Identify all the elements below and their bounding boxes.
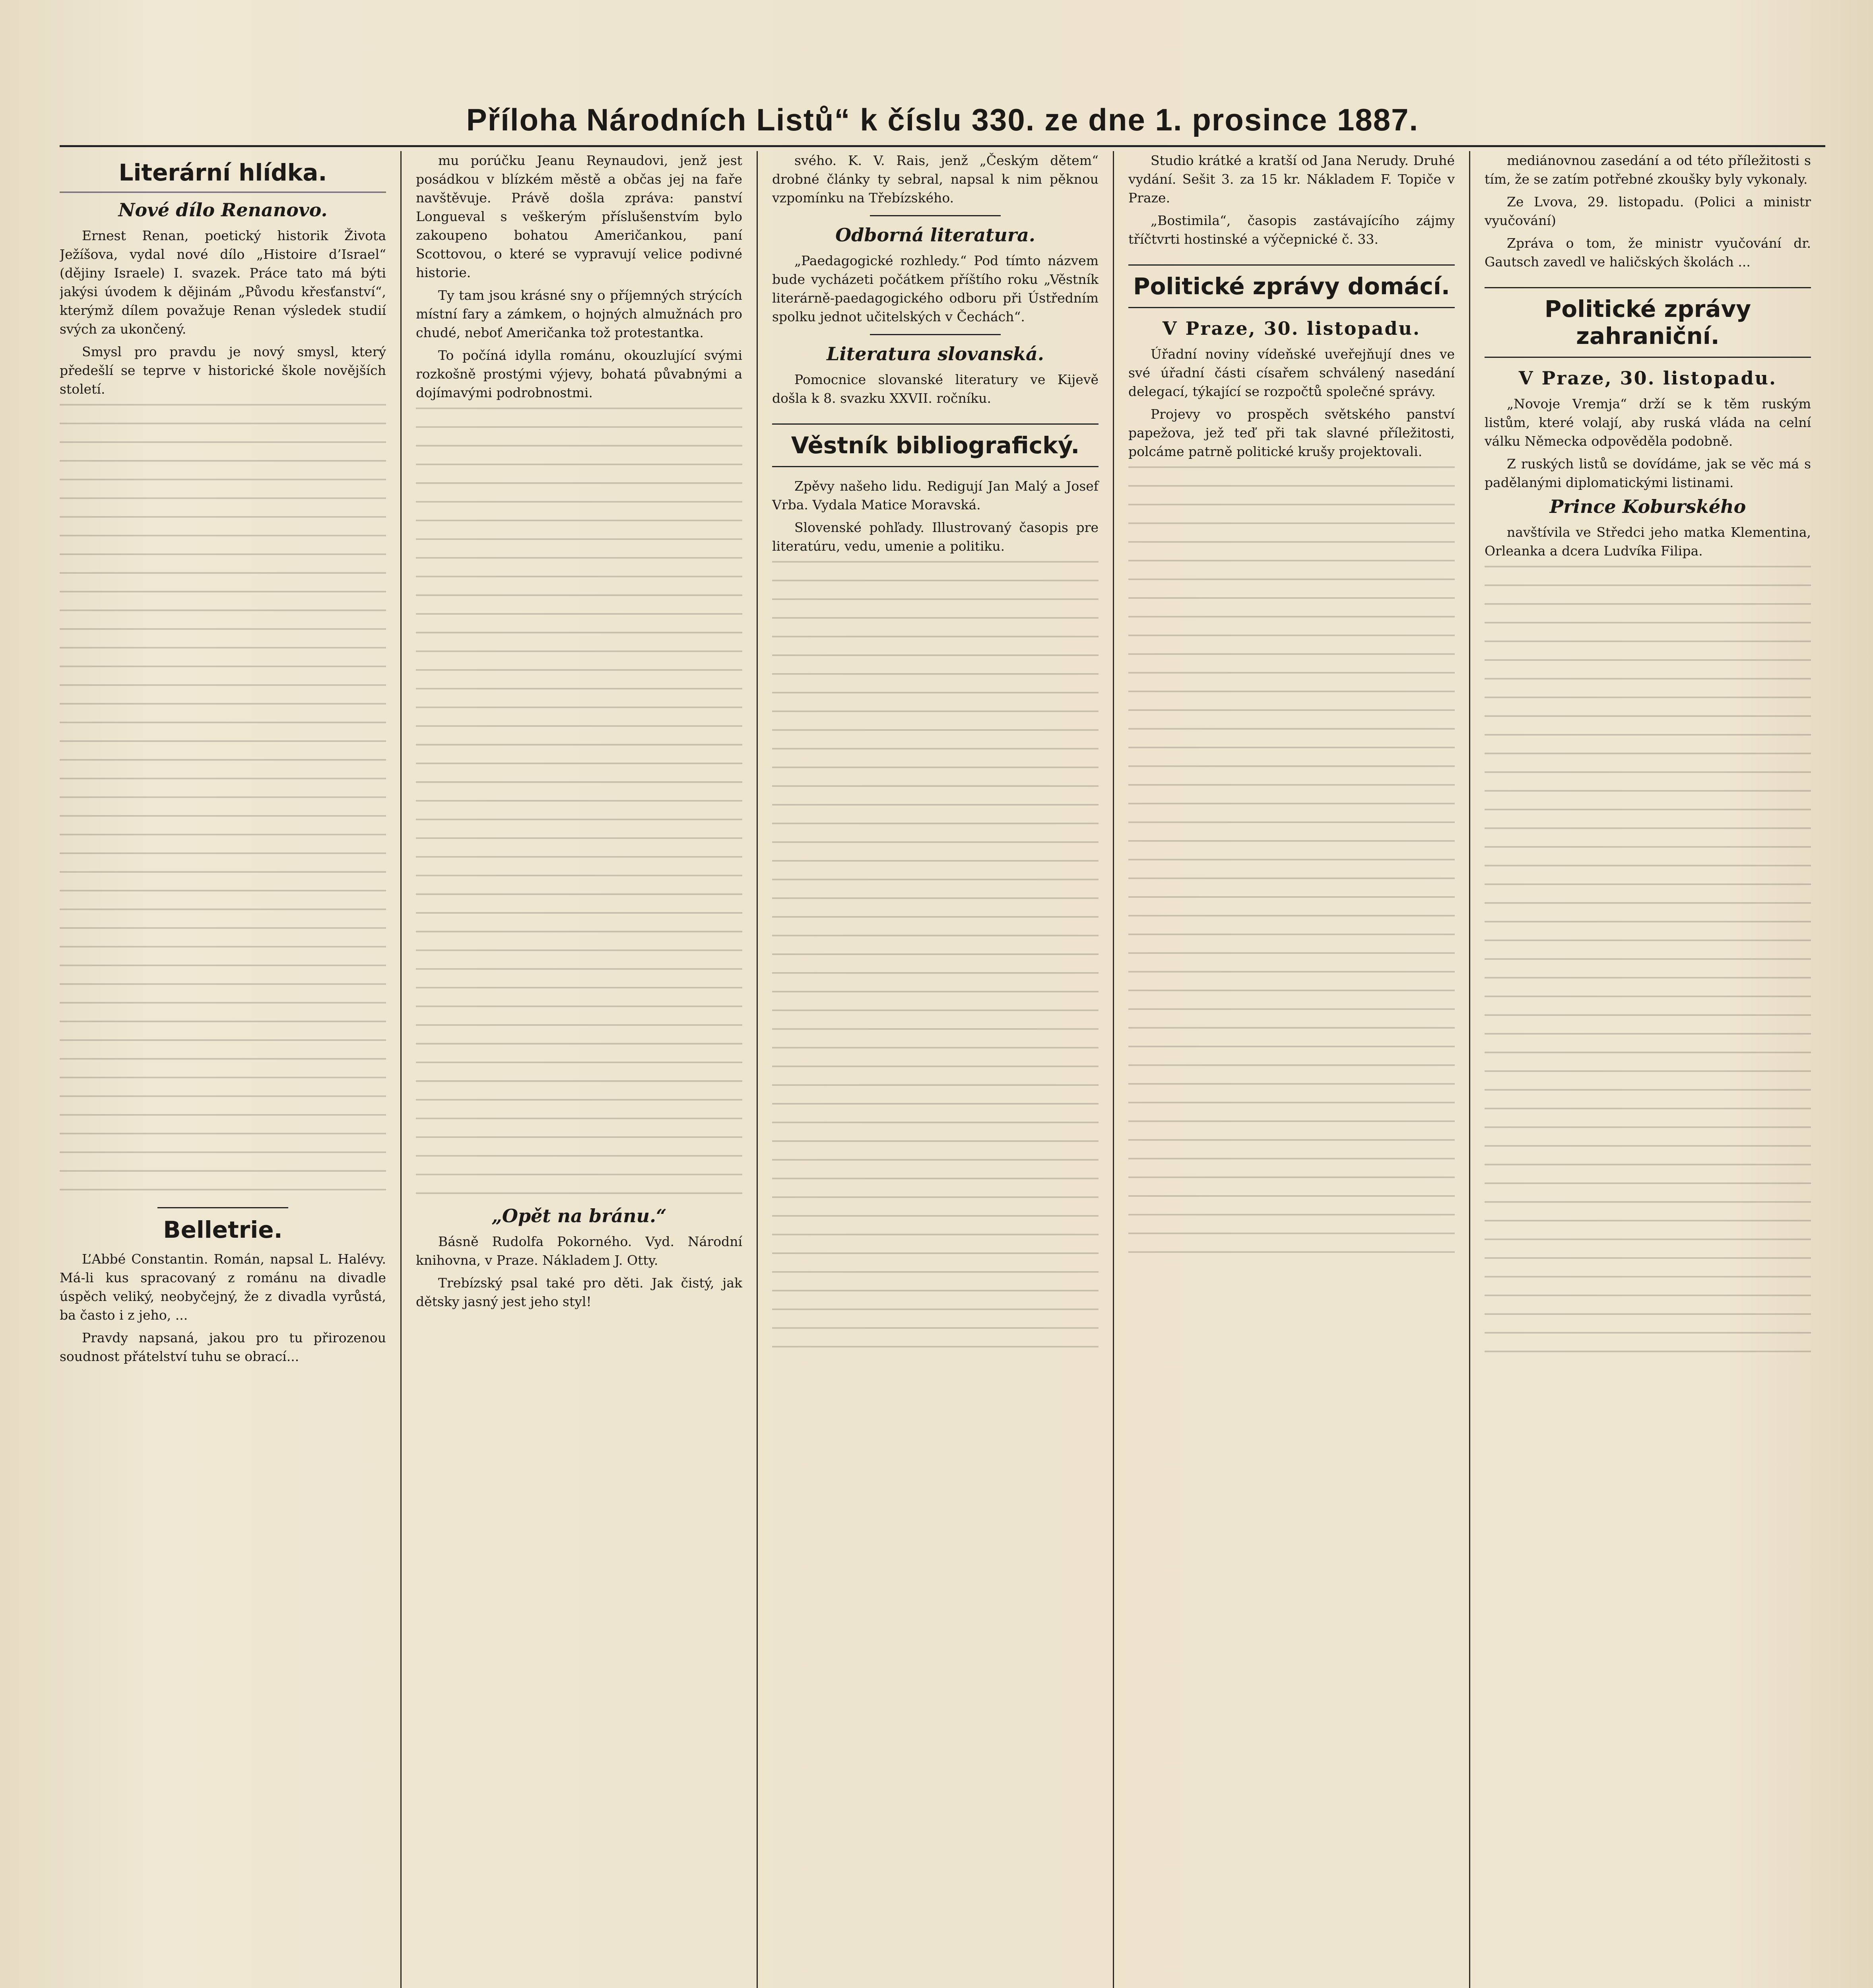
article-paragraph: Slovenské pohľady. Illustrovaný časopis pre literatúru, vedu, umenie a politiku.	[772, 520, 1099, 554]
section-heading-literary: Literární hlídka.	[60, 159, 386, 193]
article-subhead-coburg: Prince Koburského	[1549, 496, 1746, 517]
body-text-lines	[416, 408, 742, 1203]
divider	[870, 215, 1000, 216]
body-text-lines	[772, 561, 1099, 1356]
article-paragraph: „Bostimila“, časopis zastávajícího zájmy tříčtvrti hostinské a výčepnické č. 33.	[1128, 213, 1455, 247]
divider	[870, 334, 1000, 335]
columns	[60, 151, 1825, 1988]
article-paragraph: Smysl pro pravdu je nový smysl, který předešlí se teprve v historické škole novějších století.	[60, 344, 386, 397]
foreign-politics-header-box	[1485, 287, 1811, 358]
section-heading-slavic-literature: Literatura slovanská.	[827, 343, 1044, 365]
article-paragraph: Projevy vo prospěch světského panství papežova, jež teď při tak slavné příležitosti, polcáme patrně politické krušy projektovali.	[1128, 406, 1455, 459]
section-heading-foreign-politics: Politické zprávy zahraniční.	[1544, 295, 1751, 349]
poem-collection-title: „Opět na bránu.“	[491, 1205, 667, 1227]
bibliography-header-box	[772, 423, 1099, 467]
divider	[157, 1207, 288, 1208]
article-paragraph: Úřadní noviny vídeňské uveřejňují dnes ve své úřadní části císařem schválený nasedání delegací, týkající se rozpočtů společné správy.	[1128, 346, 1455, 399]
section-heading-professional-literature: Odborná literatura.	[835, 224, 1035, 246]
article-paragraph: mediánovnou zasedání a od této příležitosti s tím, že se zatím potřebné zkoušky byly vykonaly.	[1485, 153, 1811, 187]
article-paragraph: Ernest Renan, poetický historik Života Ježíšova, vydal nové dílo „Histoire d’Israel“ (dějiny Israele) I. svazek. Práce tato má býti jakýsi úvodem k dějinám „Původu křesťanství“, kterýmž dílem považuje Renan výsledek studií svých za ukončený.	[60, 228, 386, 337]
article-paragraph: L’Abbé Constantin. Román, napsal L. Halévy. Má-li kus spracovaný z románu na divadle úspěch veliký, neobyčejný, že z divadla vyrůstá, ba často i z jeho, ...	[60, 1251, 386, 1323]
column-3	[758, 151, 1114, 1988]
article-paragraph: Ty tam jsou krásné sny o příjemných strýcích místní fary a zámkem, o hojných almužnách pro chudé, neboť Američanka tož protestantka.	[416, 287, 742, 340]
article-paragraph: Pomocnice slovanské literatury ve Kijevě došla k 8. svazku XXVII. ročníku.	[772, 372, 1099, 406]
column-5	[1470, 151, 1825, 1988]
column-2	[402, 151, 758, 1988]
article-paragraph: Zpráva o tom, že ministr vyučování dr. Gautsch zavedl ve haličských školách ...	[1485, 235, 1811, 270]
section-heading-domestic-politics: Politické zprávy domácí.	[1133, 273, 1450, 300]
body-text-lines	[1485, 566, 1811, 1361]
body-text-lines	[60, 404, 386, 1199]
section-heading-bibliography: Věstník bibliografický.	[791, 432, 1080, 459]
article-paragraph: Básně Rudolfa Pokorného. Vyd. Národní knihovna, v Praze. Nákladem J. Otty.	[416, 1234, 742, 1268]
section-heading-belletrie: Belletrie.	[163, 1216, 283, 1243]
body-text-lines	[1128, 466, 1455, 1262]
article-paragraph: Studio krátké a kratší od Jana Nerudy. Druhé vydání. Sešit 3. za 15 kr. Nákladem F. Topiče v Praze.	[1128, 153, 1455, 206]
domestic-politics-header-box	[1128, 264, 1455, 308]
article-title-renan: Nové dílo Renanovo.	[118, 199, 328, 221]
dateline: V Praze, 30. listopadu.	[1162, 318, 1421, 339]
article-paragraph: mu porúčku Jeanu Reynaudovi, jenž jest posádkou v blízkém městě a občas jej na faře navštěvuje. Právě došla zpráva: panství Longueval s veškerým příslušenstvím bylo zakoupeno bohatou Američankou, paní Scottovou, o které se vypravují velice podivné historie.	[416, 153, 742, 280]
page-header	[60, 89, 1825, 147]
article-paragraph: To počíná idylla románu, okouzlující svými rozkošně prostými výjevy, bohatá půvabnými a dojímavými podrobnostmi.	[416, 348, 742, 400]
article-paragraph: svého. K. V. Rais, jenž „Českým dětem“ drobné články ty sebral, napsal k nim pěknou vzpomínku na Třebízského.	[772, 153, 1099, 206]
article-paragraph: „Novoje Vremja“ drží se k těm ruským listům, které volají, aby ruská vláda na celní válku Německa odpověděla podobně.	[1485, 396, 1811, 449]
article-paragraph: navštívila ve Středci jeho matka Klementina, Orleanka a dcera Ludvíka Filipa.	[1485, 524, 1811, 559]
article-paragraph: Zpěvy našeho lidu. Redigují Jan Malý a Josef Vrba. Vydala Matice Moravská.	[772, 478, 1099, 513]
supplement-title: Příloha Národních Listů“ k číslu 330. ze dne 1. prosince 1887.	[466, 102, 1419, 137]
article-paragraph: Trebízský psal také pro děti. Jak čistý, jak dětsky jasný jest jeho styl!	[416, 1275, 742, 1309]
dateline: V Praze, 30. listopadu.	[1518, 367, 1777, 389]
article-paragraph: Pravdy napsaná, jakou pro tu přirozenou soudnost přátelství tuhu se obrací...	[60, 1330, 386, 1364]
column-1	[60, 151, 402, 1988]
dateline: Ze Lvova, 29. listopadu. (Polici a ministr vyučování)	[1485, 194, 1811, 228]
article-paragraph: „Paedagogické rozhledy.“ Pod tímto názvem bude vycházeti počátkem příštího roku „Věstník literárně-paedagogického odboru při Ústředním spolku jednot učitelských v Čechách“.	[772, 253, 1099, 324]
article-paragraph: Z ruských listů se dovídáme, jak se věc má s padělanými diplomatickými listinami.	[1485, 456, 1811, 490]
column-4	[1114, 151, 1470, 1988]
